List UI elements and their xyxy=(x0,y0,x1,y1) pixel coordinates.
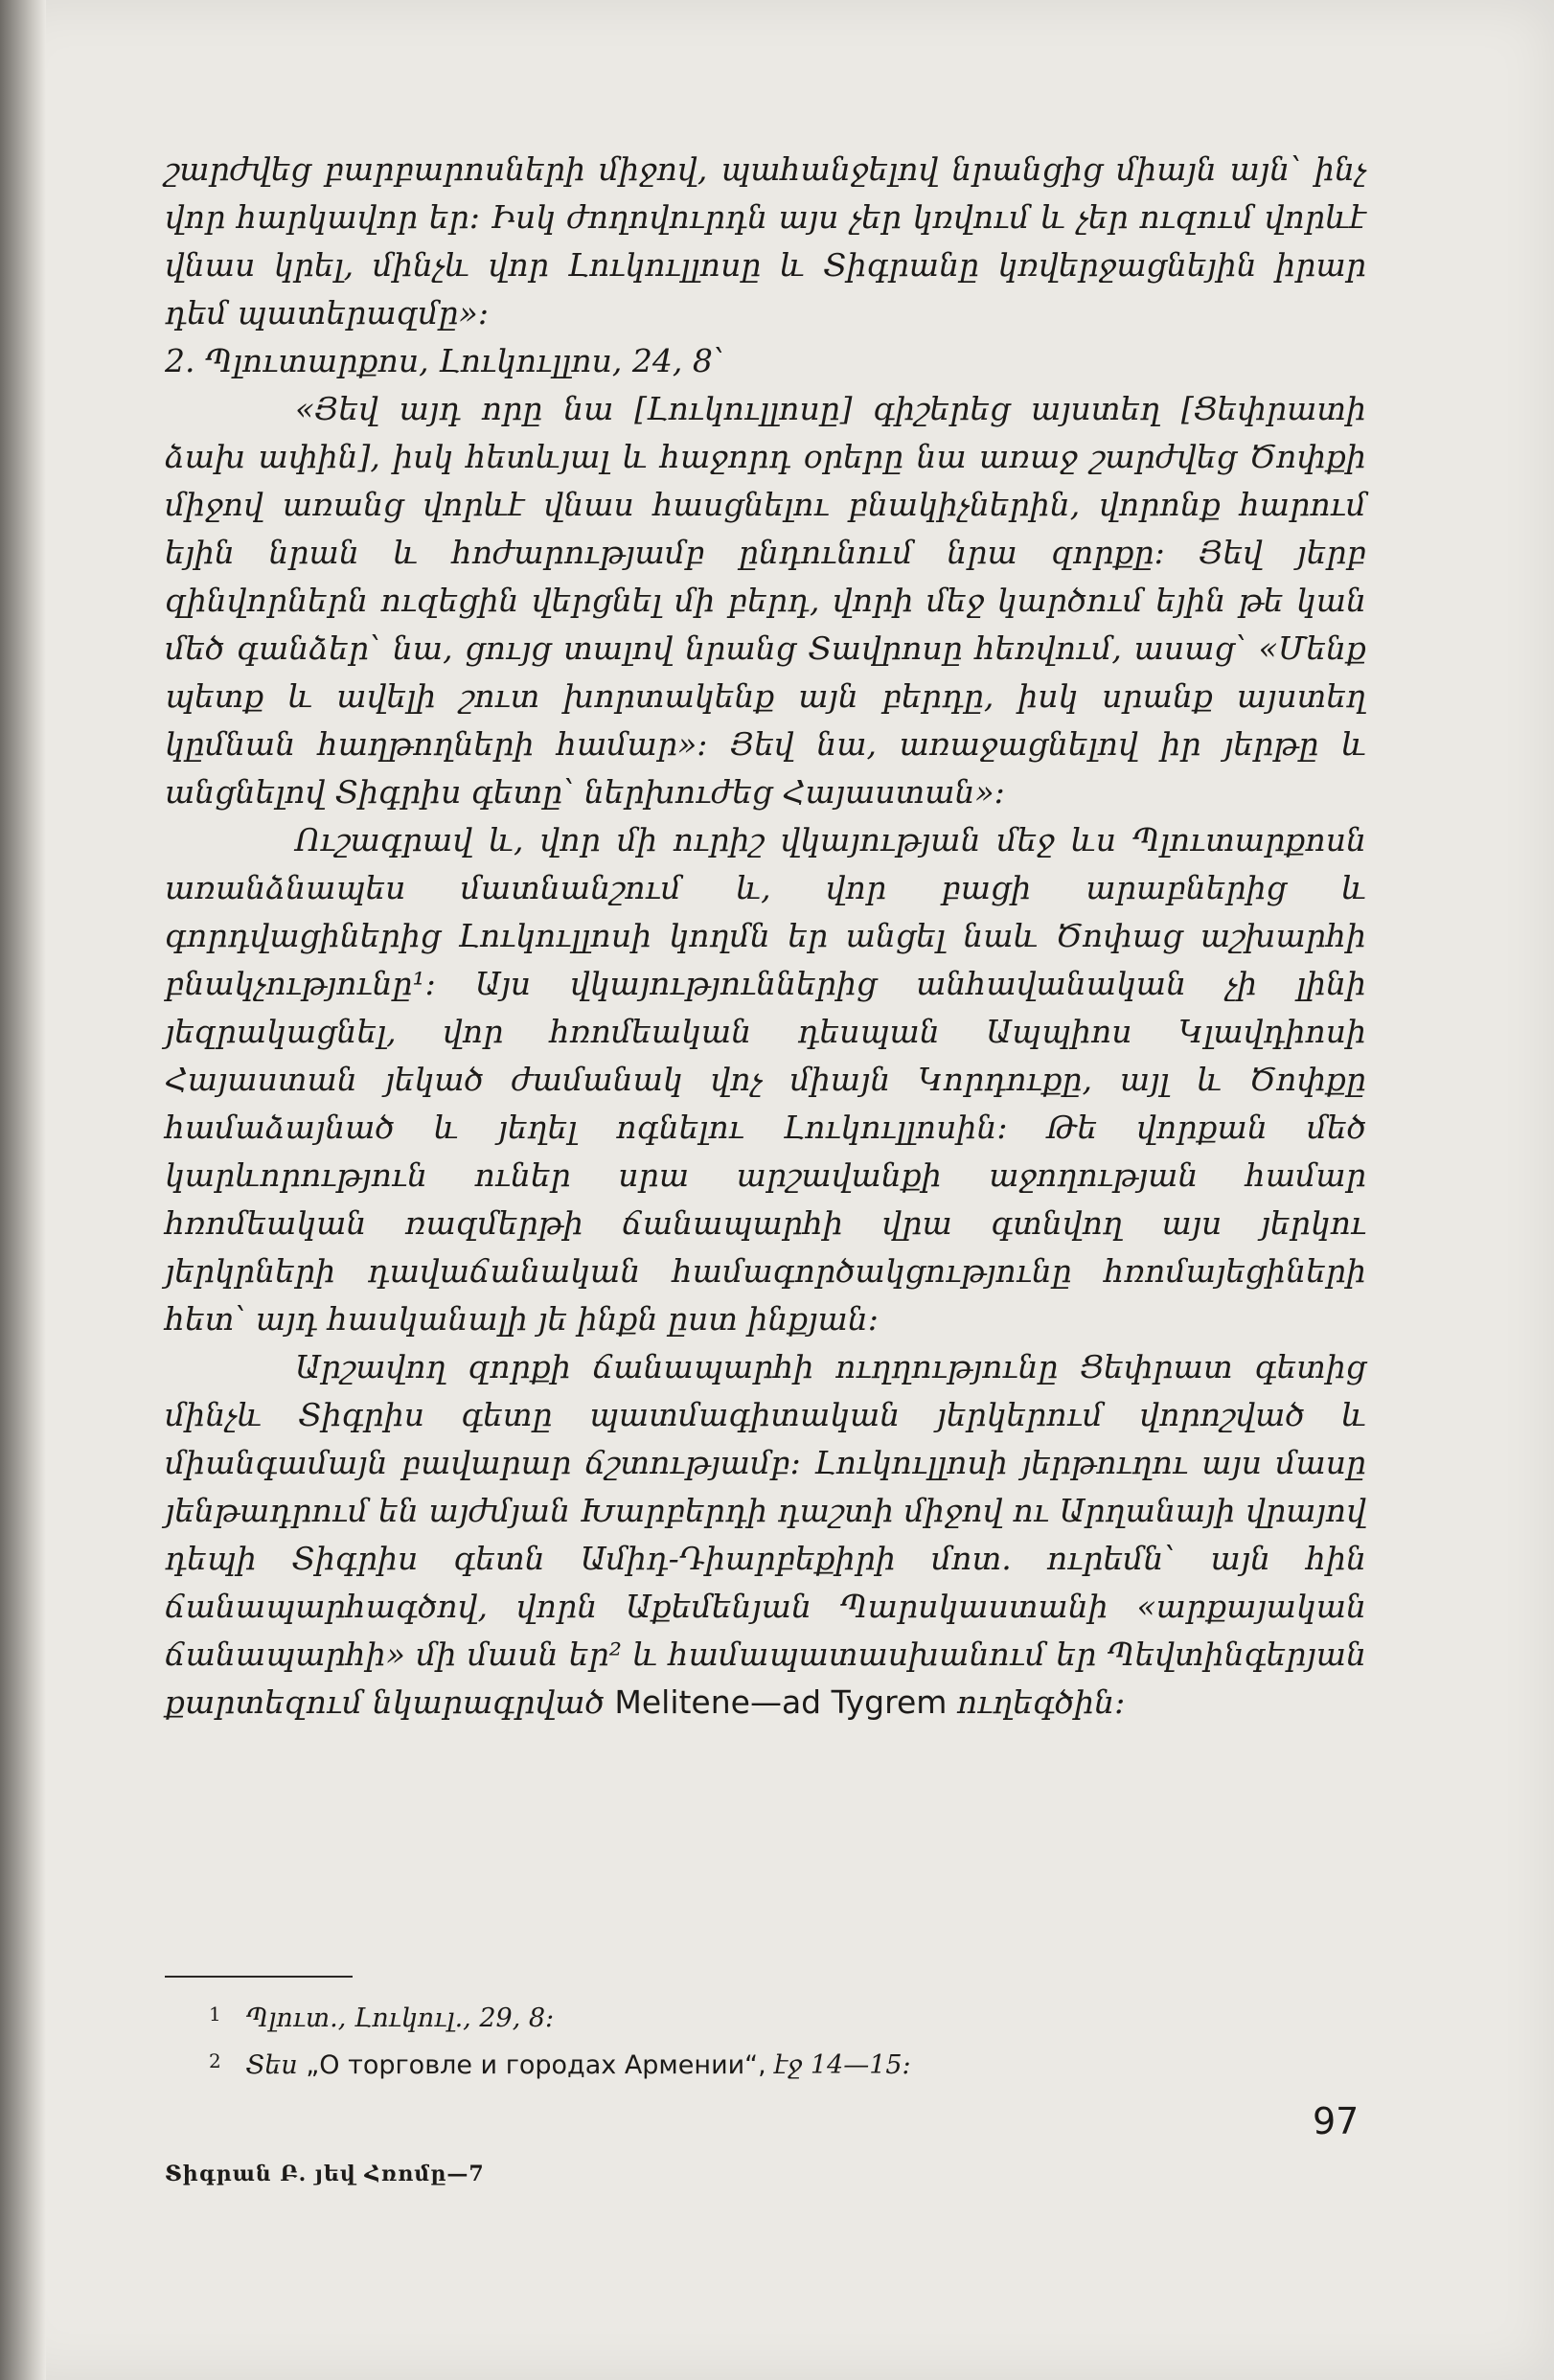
paragraph: շարժվեց բարբարոսների միջով, պահանջելով նրանցից միայն այն՝ ինչ վոր հարկավոր եր։ Իսկ ժողովուրդն այս չեր կռվում և չեր ուզում վորևէ վնաս կրել, մինչև վոր Լուկուլլոսը և Տիգրանը կռվերջացնեյին իրար դեմ պատերազմը»։ xyxy=(165,150,1366,332)
footnote xyxy=(209,1993,1339,2040)
footnote-pages: էջ 14—15։ xyxy=(774,2050,911,2080)
latin-route-name: Melitene—ad Tygrem xyxy=(614,1683,948,1721)
printer-signature: Տիգրան Բ. յեվ Հռոմը—7 xyxy=(165,2162,485,2186)
page-gutter-shadow xyxy=(0,0,46,2380)
paragraph-text: Արշավող զորքի ճանապարհի ուղղությունը Ցեփրատ գետից մինչև Տիգրիս գետը պատմագիտական յերկերում վորոշված և միանգամայն բավարար ճշտությամբ։ Լուկուլլոսի յերթուղու այս մասը յենթադրում են այժմյան Խարբերդի դաշտի միջով ու Արղանայի վրայով դեպի Տիգրիս գետն Ամիդ-Դիարբեքիրի մոտ. ուրեմն՝ այն հին ճանապարհագծով, վորն Աքեմենյան Պարսկաստանի «արքայական ճանապարհի» մի մասն եր² և համապատասխանում եր Պեվտինգերյան քարտեզում նկարագրված xyxy=(165,1348,1366,1721)
footnotes xyxy=(209,1993,1339,2087)
footnote-text: Պլուտ., Լուկուլ., 29, 8։ xyxy=(245,2003,555,2033)
footnote-russian-title: „О торговле и городах Армении“, xyxy=(306,2050,766,2080)
paragraph-text-end: ուղեգծին։ xyxy=(956,1683,1126,1721)
paragraph: Ուշագրավ և, վոր մի ուրիշ վկայության մեջ ևս Պլուտարքոսն առանձնապես մատնանշում և, վոր բացի արաբներից և գորդվացիներից Լուկուլլոսի կողմն եր անցել նաև Ծոփաց աշխարհի բնակչությունը¹։ Այս վկայություններից անհավանական չի լինի յեզրակացնել, վոր հռոմեական դեսպան Ապպիոս Կլավդիոսի Հայաստան յեկած ժամանակ վոչ միայն Կորդուքը, այլ և Ծոփքը համաձայնած և յեղել ոգնելու Լուկուլլոսին։ Թե վորքան մեծ կարևորություն ուներ սրա արշավանքի աջողության համար հռոմեական ռազմերթի ճանապարհի վրա գտնվող այս յերկու յերկրների դավաճանական համագործակցությունը հռոմայեցիների հետ՝ այդ հասկանալի յե ինքն ըստ ինքյան։ xyxy=(165,821,1366,1338)
footnote-divider xyxy=(165,1976,353,1978)
main-text xyxy=(165,146,1366,1727)
paragraph xyxy=(165,1343,1366,1727)
footnote-prefix: Տես xyxy=(245,2050,298,2080)
footnote-number: 2 xyxy=(209,2049,221,2072)
footnote xyxy=(209,2040,1339,2087)
page-number: 97 xyxy=(1313,2100,1360,2142)
source-citation: 2. Պլուտարքոս, Լուկուլլոս, 24, 8՝ xyxy=(165,342,724,379)
footnote-number: 1 xyxy=(209,2002,221,2025)
quoted-paragraph: «Յեվ այդ որը նա [Լուկուլլոսը] գիշերեց այստեղ [Ցեփրատի ձախ ափին], իսկ հետևյալ և հաջորդ օրերը նա առաջ շարժվեց Ծոփքի միջով առանց վորևէ վնաս հասցնելու բնակիչներին, վորոնք հարում եյին նրան և հոժարությամբ ընդունում նրա զորքը։ Յեվ յերբ զինվորներն ուզեցին վերցնել մի բերդ, վորի մեջ կարծում եյին թե կան մեծ գանձեր՝ նա, ցույց տալով նրանց Տավրոսը հեռվում, ասաց՝ «Մենք պետք և ավելի շուտ խորտակենք այն բերդը, իսկ սրանք այստեղ կըմնան հաղթողների համար»։ Յեվ նա, առաջացնելով իր յերթը և անցնելով Տիգրիս գետը՝ ներխուժեց Հայաստան»։ xyxy=(165,390,1366,811)
